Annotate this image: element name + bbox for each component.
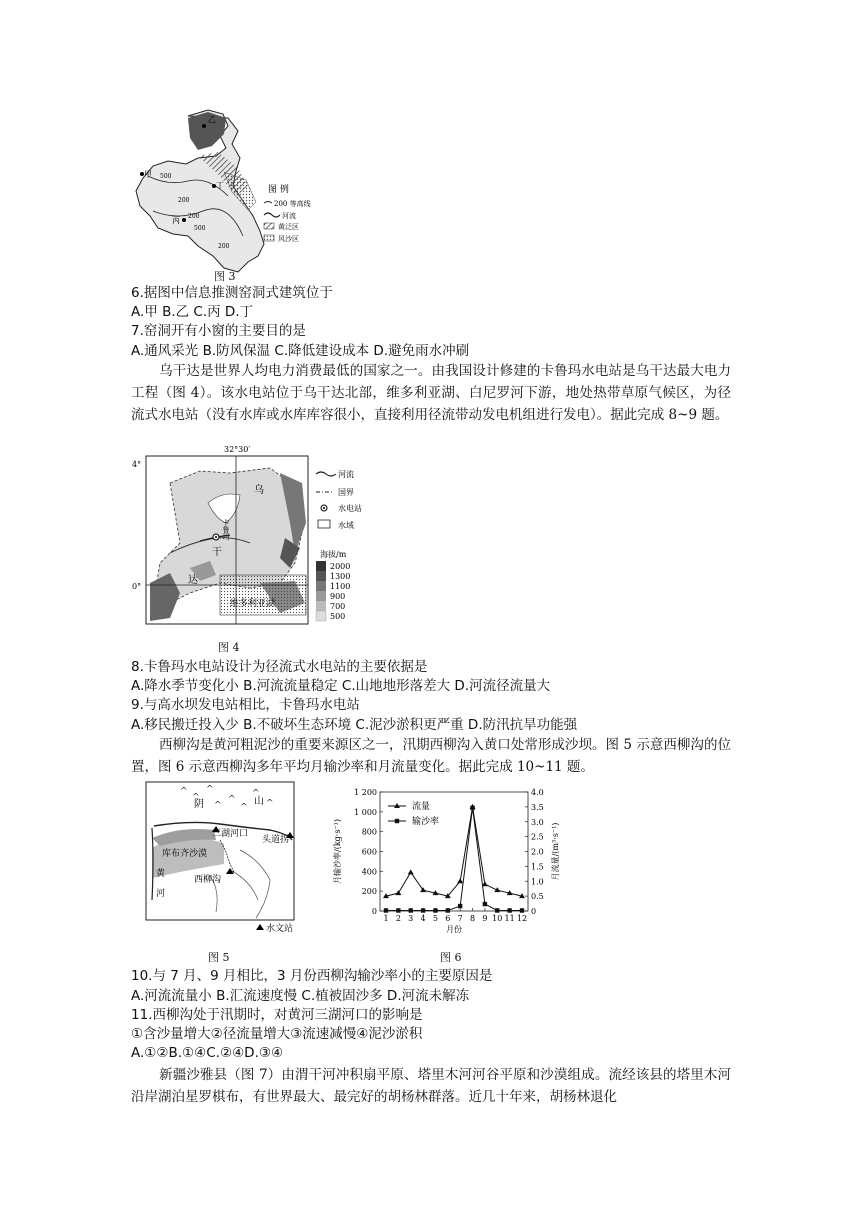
y2-tick-label: 0.5 — [531, 892, 544, 902]
x-tick-label: 7 — [457, 914, 463, 923]
y2-tick-label: 0 — [531, 907, 537, 916]
sediment-point — [458, 904, 462, 908]
y-tick-label: 800 — [361, 827, 377, 837]
y-tick-label: 1 200 — [354, 788, 377, 797]
y2-axis-label: 月流量/(m³·s⁻¹) — [551, 822, 560, 881]
x-tick-label: 4 — [420, 914, 426, 923]
fig3-legend-sand: 风沙区 — [278, 235, 299, 243]
fig5-label-yin: 阴 — [194, 799, 204, 810]
y-axis-label: 月输沙率/(kg·s⁻¹) — [333, 819, 342, 884]
fig4-lat-0: 0° — [132, 582, 142, 591]
x-tick-label: 3 — [408, 914, 414, 923]
sediment-point — [421, 908, 425, 912]
figure-6-chart — [326, 780, 566, 940]
question-10-options: A.河流流量小 B.汇流速度慢 C.植被固沙多 D.河流未解冻 — [131, 988, 470, 1004]
flow-point — [395, 890, 401, 895]
svg-text:^: ^ — [206, 785, 214, 795]
question-8-options: A.降水季节变化小 B.河流流量稳定 C.山地地形落差大 D.河流径流量大 — [131, 678, 551, 694]
legend-marker — [395, 819, 399, 823]
x-axis-label: 月份 — [446, 925, 462, 934]
fig3-legend-contour: 200 等高线 — [274, 200, 311, 208]
figure-4-map — [130, 443, 370, 655]
fig4-lake-label: 维多利亚湖 — [230, 599, 276, 609]
sediment-point — [507, 908, 511, 912]
fig4-elev-value: 2000 — [330, 562, 351, 571]
fig4-elev-value: 900 — [330, 592, 346, 601]
sediment-point — [495, 908, 499, 912]
fig4-legend-water: 水域 — [338, 521, 354, 530]
question-10-stem: 10.与 7 月、9 月相比，3 月份西柳沟输沙率小的主要原因是 — [131, 968, 493, 984]
legend-label: 流量 — [412, 802, 431, 812]
fig3-label-bing: 丙 — [172, 216, 180, 225]
sediment-point — [409, 908, 413, 912]
fig5-label-sanhuhekou: 三湖河口 — [212, 829, 249, 839]
question-11-choices: ①含沙量增大②径流量增大③流速减慢④泥沙淤积 — [131, 1026, 423, 1042]
y2-tick-label: 2.5 — [531, 832, 544, 842]
question-9-stem: 9.与高水坝发电站相比，卡鲁玛水电站 — [131, 697, 360, 713]
fig4-country-char: 干 — [212, 547, 222, 558]
svg-text:^: ^ — [252, 789, 260, 799]
sediment-point — [520, 908, 524, 912]
fig4-longitude: 32°30′ — [224, 445, 251, 454]
question-6-options: A.甲 B.乙 C.丙 D.丁 — [131, 304, 254, 320]
sediment-point — [433, 908, 437, 912]
sediment-point — [483, 902, 487, 906]
svg-text:^: ^ — [180, 787, 188, 797]
y2-tick-label: 3.0 — [531, 817, 544, 827]
fig4-legend-river: 河流 — [338, 470, 354, 479]
fig3-label-yi: 乙 — [208, 115, 216, 124]
x-tick-label: 12 — [516, 914, 528, 923]
fig4-elev-title: 海拔/m — [320, 550, 347, 559]
question-11-options: A.①②B.①④C.②④D.③④ — [131, 1045, 284, 1061]
x-tick-label: 8 — [469, 914, 476, 923]
fig3-legend-river: 河流 — [282, 212, 296, 220]
y-tick-label: 600 — [361, 847, 377, 857]
svg-text:^: ^ — [214, 801, 222, 811]
fig3-legend-title: 图 例 — [268, 185, 289, 195]
fig4-legend-station: 水电站 — [338, 504, 362, 513]
passage-uganda: 乌干达是世界人均电力消费最低的国家之一。由我国设计修建的卡鲁玛水电站是乌干达最大电力工程（图 4）。该水电站位于乌干达北部，维多利亚湖、白尼罗河下游，地处热带草原气候区，为径流式水电站（没有水库或水库库容很小，直接利用径流带动发电机组进行发电）。据此完成 8~9 题。 — [131, 363, 731, 423]
flow-point — [457, 878, 463, 883]
fig4-elev-value: 1100 — [330, 582, 351, 591]
fig3-contour-label: 200 — [178, 197, 190, 204]
y-tick-label: 1 000 — [354, 807, 377, 817]
fig3-contour-label: 200 — [218, 243, 230, 250]
flow-point — [408, 869, 414, 874]
svg-text:^: ^ — [266, 799, 274, 809]
fig5-label-shan: 山 — [254, 796, 264, 807]
fig3-contour-label: 500 — [194, 225, 206, 232]
question-7-options: A.通风采光 B.防风保温 C.降低建设成本 D.避免雨水冲刷 — [131, 343, 470, 359]
fig5-label-kubuqi: 库布齐沙漠 — [162, 849, 208, 859]
figure-3-map — [128, 106, 328, 284]
legend-label: 输沙率 — [412, 817, 440, 827]
fig5-legend-station: 水文站 — [266, 924, 294, 934]
question-6-stem: 6.据图中信息推测窑洞式建筑位于 — [131, 285, 333, 301]
fig5-label-huang: 黄 — [156, 869, 166, 879]
fig4-elev-value: 700 — [330, 602, 346, 611]
x-tick-label: 5 — [432, 914, 439, 923]
fig3-contour-label: 500 — [160, 173, 172, 180]
x-tick-label: 9 — [482, 914, 488, 923]
fig4-lat-4: 4° — [132, 460, 142, 469]
x-tick-label: 11 — [504, 914, 515, 923]
sediment-point — [384, 908, 388, 912]
sediment-point — [446, 908, 450, 912]
fig4-elev-value: 1300 — [330, 572, 351, 581]
question-11-stem: 11.西柳沟处于汛期时，对黄河三湖河口的影响是 — [131, 1007, 423, 1023]
fig4-elev-value: 500 — [330, 612, 346, 621]
svg-text:^: ^ — [228, 795, 236, 805]
question-8-stem: 8.卡鲁玛水电站设计为径流式水电站的主要依据是 — [131, 659, 428, 675]
fig4-station-label: 卡鲁玛 — [222, 519, 230, 540]
y2-tick-label: 1.0 — [531, 877, 544, 887]
figure-5-map — [140, 780, 302, 940]
passage-xiliugou: 西柳沟是黄河粗泥沙的重要来源区之一，汛期西柳沟入黄口处常形成沙坝。图 5 示意西柳沟的位置，图 6 示意西柳沟多年平均月输沙率和月流量变化。据此完成 10~11 题。 — [131, 737, 731, 775]
x-tick-label: 10 — [492, 914, 503, 923]
passage-shaya: 新疆沙雅县（图 7）由渭干河冲积扇平原、塔里木河河谷平原和沙漠组成。流经该县的塔里木河沿岸湖泊星罗棋布，有世界最大、最完好的胡杨林群落。近几十年来，胡杨林退化 — [131, 1067, 731, 1105]
fig4-country-char: 达 — [188, 575, 198, 586]
fig5-label-he: 河 — [156, 889, 166, 899]
question-9-options: A.移民搬迁投入少 B.不破坏生态环境 C.泥沙淤积更严重 D.防汛抗旱功能强 — [131, 717, 578, 733]
x-tick-label: 2 — [395, 914, 401, 923]
series-line-flow — [386, 807, 522, 896]
y2-tick-label: 3.5 — [531, 802, 544, 812]
fig3-label-ding: 丁 — [216, 181, 224, 190]
fig4-country-char: 乌 — [254, 485, 264, 496]
fig5-label-toudaoguai: 头道拐 — [262, 835, 290, 845]
fig3-contour-label: 200 — [188, 213, 200, 220]
chart-frame — [380, 792, 528, 911]
x-tick-label: 1 — [383, 914, 389, 923]
fig3-label-jia: 甲 — [144, 170, 152, 179]
y-tick-label: 0 — [371, 907, 377, 916]
y2-tick-label: 4.0 — [531, 788, 544, 797]
x-tick-label: 6 — [445, 914, 451, 923]
series-line-sediment — [386, 808, 522, 911]
svg-text:^: ^ — [192, 793, 200, 803]
y-tick-label: 200 — [361, 887, 377, 897]
fig3-legend-flood: 黄泛区 — [278, 223, 299, 231]
figure-6-caption: 图 6 — [440, 951, 462, 964]
figure-3-caption: 图 3 — [214, 270, 236, 283]
y2-tick-label: 2.0 — [531, 847, 544, 857]
sediment-point — [396, 908, 400, 912]
figure-5-caption: 图 5 — [208, 951, 230, 964]
svg-text:^: ^ — [240, 803, 248, 813]
y-tick-label: 400 — [361, 867, 377, 877]
question-7-stem: 7.窑洞开有小窗的主要目的是 — [131, 323, 306, 339]
y2-tick-label: 1.5 — [531, 862, 544, 872]
sediment-point — [470, 806, 474, 810]
figure-4-caption: 图 4 — [218, 641, 240, 654]
fig4-legend-border: 国界 — [338, 488, 354, 497]
fig5-label-xiliugou: 西柳沟 — [194, 875, 222, 885]
